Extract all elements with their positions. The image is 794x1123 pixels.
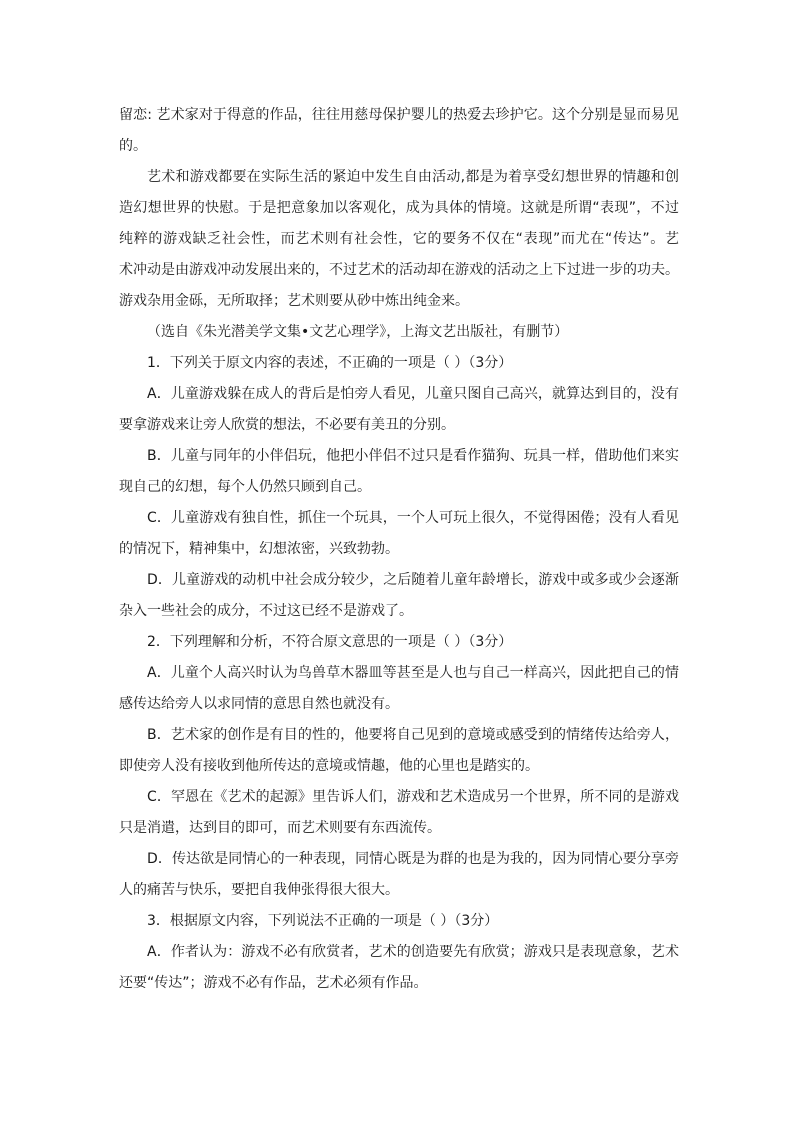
option-c (119, 503, 679, 565)
text-line: 即使旁人没有接收到他所传达的意境或情趣，他的心里也是踏实的。 (119, 758, 539, 774)
source-citation: （选自《朱光潜美学文集•文艺心理学》，上海文艺出版社，有删节） (147, 324, 569, 340)
text-line: 人的痛苦与快乐，要把自我伸张得很大很大。 (119, 882, 399, 898)
text-line: A．作者认为：游戏不必有欣赏者，艺术的创造要先有欣赏；游戏只是表现意象，艺术 (147, 944, 679, 960)
option-a (119, 937, 679, 999)
text-line: 还要“传达”；游戏不必有作品，艺术必须有作品。 (119, 975, 428, 991)
question-3 (119, 906, 679, 999)
text-line: 现自己的幻想，每个人仍然只顾到自己。 (119, 479, 371, 495)
question-stem: 1．下列关于原文内容的表述，不正确的一项是（ ）（3分） (147, 355, 513, 371)
text-line: 感传达给旁人以求同情的意思自然也就没有。 (119, 696, 399, 712)
text-line: 术冲动是由游戏冲动发展出来的，不过艺术的活动却在游戏的活动之上下过进一步的功夫。 (119, 262, 679, 278)
text-line: 的。 (119, 138, 147, 154)
option-d (119, 844, 679, 906)
text-line: B．艺术家的创作是有目的性的，他要将自己见到的意境或感受到的情绪传达给旁人， (147, 727, 679, 743)
question-1 (119, 348, 679, 627)
text-line: C．罕恩在《艺术的起源》里告诉人们，游戏和艺术造成另一个世界，所不同的是游戏 (147, 789, 679, 805)
question-2 (119, 627, 679, 906)
option-b (119, 441, 679, 503)
text-line: D．传达欲是同情心的一种表现，同情心既是为群的也是为我的，因为同情心要分享旁 (147, 851, 679, 867)
text-line: A．儿童个人高兴时认为鸟兽草木器皿等甚至是人也与自己一样高兴，因此把自己的情 (147, 665, 679, 681)
text-line: 杂入一些社会的成分，不过这已经不是游戏了。 (119, 603, 413, 619)
text-line: C．儿童游戏有独自性，抓住一个玩具，一个人可玩上很久，不觉得困倦；没有人看见 (147, 510, 679, 526)
option-a (119, 658, 679, 720)
text-line: 纯粹的游戏缺乏社会性，而艺术则有社会性，它的要务不仅在“表现”而尤在“传达”。艺 (119, 231, 679, 247)
paragraph-2 (119, 162, 679, 317)
text-line: B．儿童与同年的小伴侣玩，他把小伴侣不过只是看作猫狗、玩具一样，借助他们来实 (147, 448, 679, 464)
text-line: 只是消遣，达到目的即可，而艺术则要有东西流传。 (119, 820, 441, 836)
text-line: 要拿游戏来让旁人欣赏的想法，不必要有美丑的分别。 (119, 417, 455, 433)
question-stem: 3．根据原文内容，下列说法不正确的一项是（ ）（3分） (147, 913, 499, 929)
option-b (119, 720, 679, 782)
question-stem: 2．下列理解和分析，不符合原文意思的一项是（ ）（3分） (147, 634, 513, 650)
text-line: 造幻想世界的快慰。于是把意象加以客观化，成为具体的情境。这就是所谓“表现”，不过 (119, 200, 679, 216)
text-line: 游戏杂用金砾，无所取择；艺术则要从砂中炼出纯金来。 (119, 293, 469, 309)
text-line: 的情况下，精神集中，幻想浓密，兴致勃勃。 (119, 541, 399, 557)
paragraph-1 (119, 100, 679, 162)
option-d (119, 565, 679, 627)
document-body (119, 100, 679, 999)
text-line: A．儿童游戏躲在成人的背后是怕旁人看见，儿童只图自己高兴，就算达到目的，没有 (147, 386, 679, 402)
text-line: 留恋: 艺术家对于得意的作品，往往用慈母保护婴儿的热爱去珍护它。这个分别是显而易见 (119, 107, 679, 123)
option-c (119, 782, 679, 844)
text-line: D．儿童游戏的动机中社会成分较少，之后随着儿童年龄增长，游戏中或多或少会逐渐 (147, 572, 679, 588)
text-line: 艺术和游戏都要在实际生活的紧迫中发生自由活动,都是为着享受幻想世界的情趣和创 (147, 169, 679, 185)
option-a (119, 379, 679, 441)
